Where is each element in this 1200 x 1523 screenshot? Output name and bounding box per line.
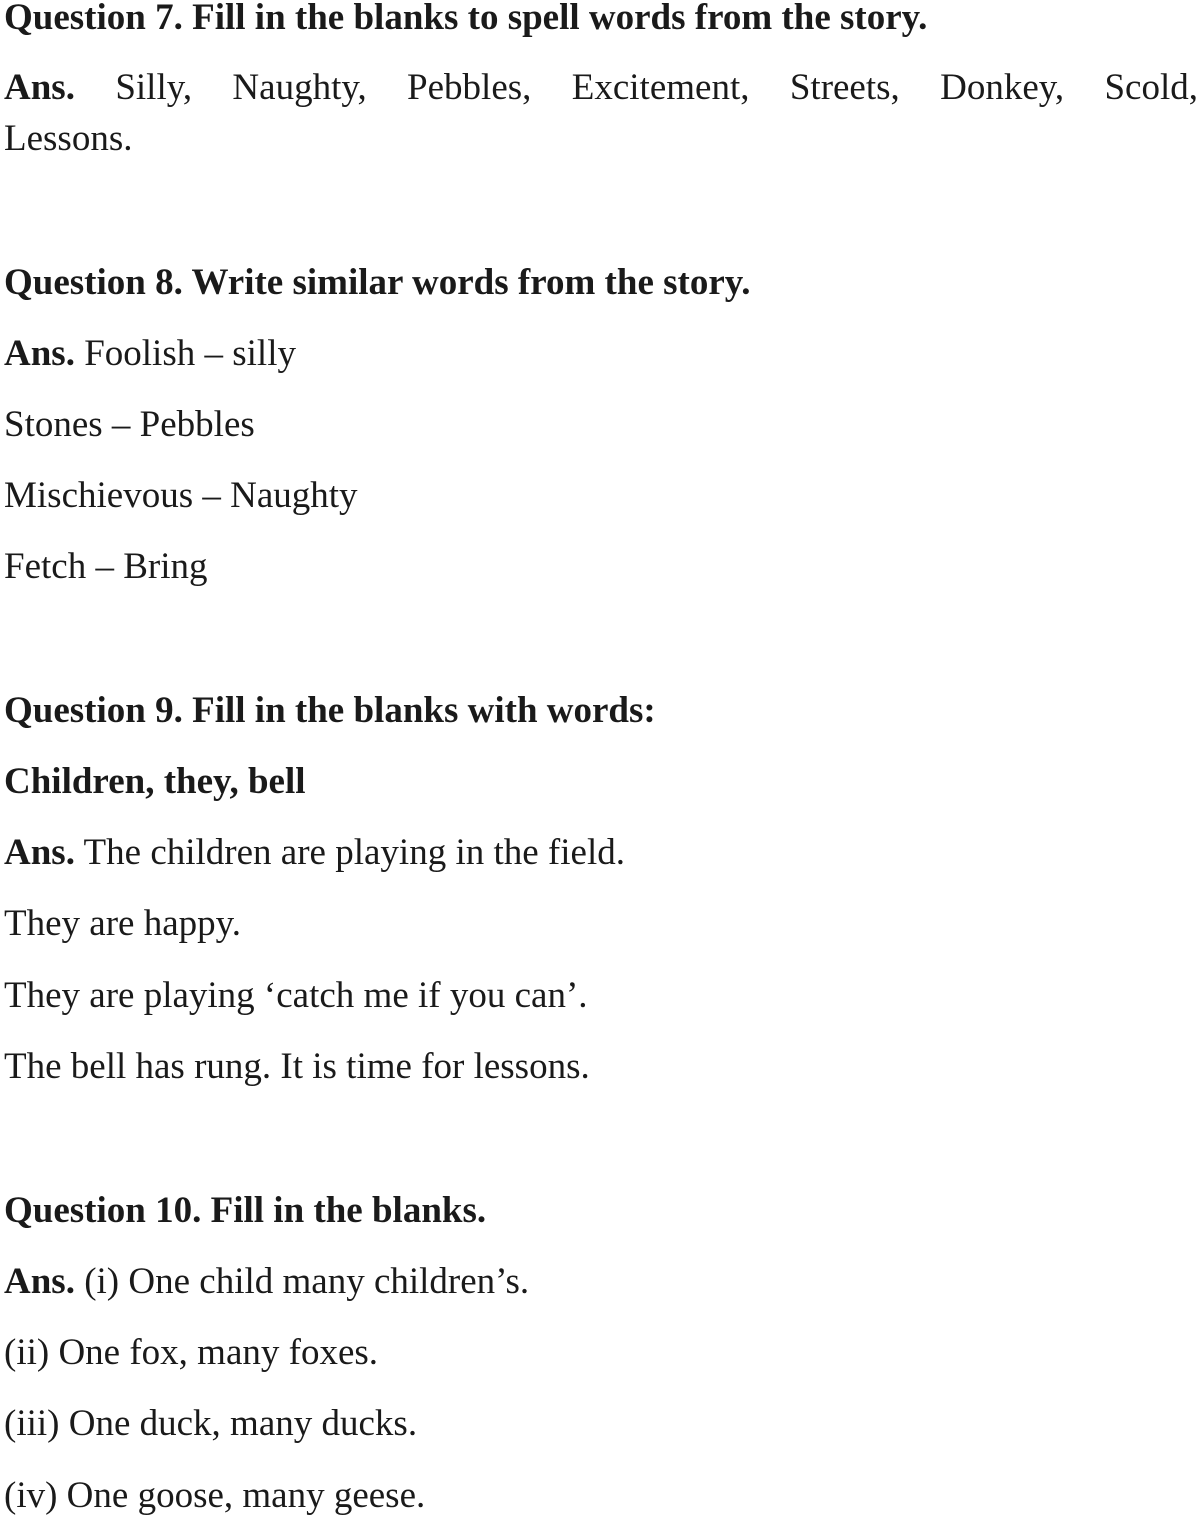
question-8-answer-line-1 xyxy=(4,332,296,376)
question-10-item-3: (iii) One duck, many ducks. xyxy=(4,1403,418,1444)
question-7-answer-line-1 xyxy=(4,66,1198,110)
question-9-heading: Question 9. Fill in the blanks with words: xyxy=(4,690,656,731)
question-8-pair-2: Stones – Pebbles xyxy=(4,404,255,445)
question-9-sentence-2: They are happy. xyxy=(4,903,241,944)
question-10-item-1: (i) One child many children’s. xyxy=(84,1261,530,1302)
question-10-item-2: (ii) One fox, many foxes. xyxy=(4,1332,379,1373)
question-10-item-4: (iv) One goose, many geese. xyxy=(4,1475,426,1516)
question-10-heading: Question 10. Fill in the blanks. xyxy=(4,1190,487,1231)
question-9-sentence-4: The bell has rung. It is time for lessons. xyxy=(4,1046,590,1087)
question-7-answer-text: Silly, Naughty, Pebbles, Excitement, Streets, Donkey, Scold, xyxy=(115,67,1199,108)
question-8-heading: Question 8. Write similar words from the story. xyxy=(4,262,751,303)
question-8-pair-4: Fetch – Bring xyxy=(4,546,208,587)
question-10-answer-line-1 xyxy=(4,1260,529,1304)
question-8-pair-3: Mischievous – Naughty xyxy=(4,475,358,516)
question-9-sentence-1: The children are playing in the field. xyxy=(83,832,625,873)
question-10-answer-label: Ans. xyxy=(4,1261,75,1302)
question-7-answer-line-2: Lessons. xyxy=(4,118,133,159)
question-9-answer-line-1 xyxy=(4,831,625,875)
question-8-pair-1: Foolish – silly xyxy=(84,333,296,374)
question-7-answer-label: Ans. xyxy=(4,67,75,108)
question-9-word-list: Children, they, bell xyxy=(4,761,306,802)
question-8-answer-label: Ans. xyxy=(4,333,75,374)
question-9-answer-label: Ans. xyxy=(4,832,75,873)
question-7-heading: Question 7. Fill in the blanks to spell words from the story. xyxy=(4,0,928,38)
question-9-sentence-3: They are playing ‘catch me if you can’. xyxy=(4,975,588,1016)
